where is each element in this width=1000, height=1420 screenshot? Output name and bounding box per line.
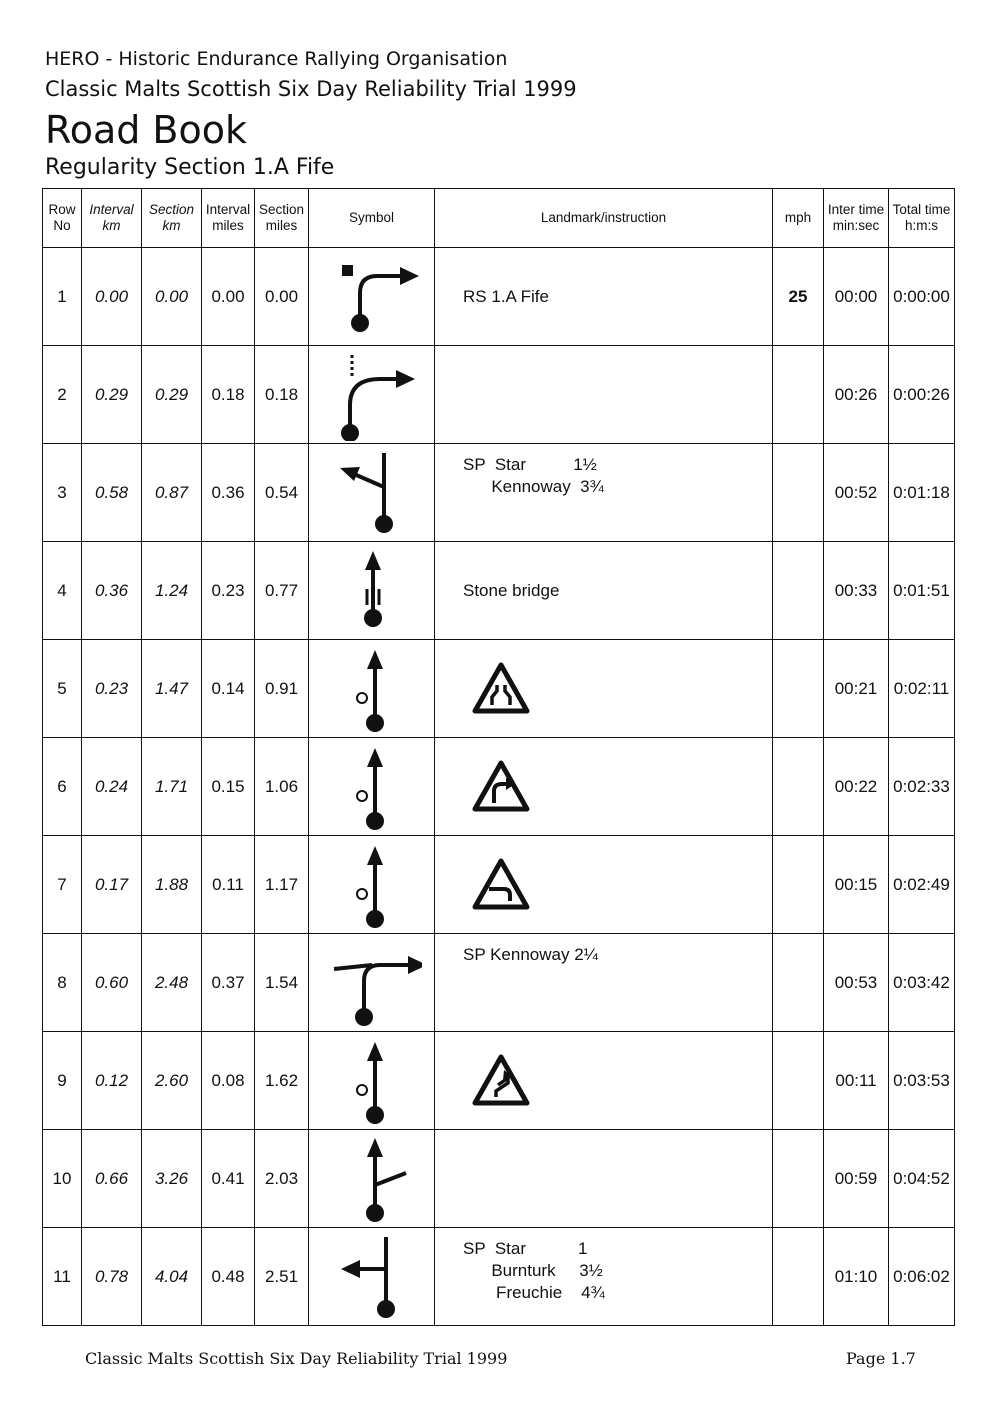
interval-miles-cell: 0.15 [202,738,255,836]
header-unit: h:m:s [904,218,938,233]
header-label: Symbol [348,210,394,225]
section-title: Regularity Section 1.A Fife [45,155,335,180]
header-label: mph [784,210,812,225]
section-miles-cell: 2.03 [255,1130,309,1228]
header-label: Section [148,202,195,217]
landmark-cell [435,836,773,934]
symbol-cell [309,1032,435,1130]
interval-miles-cell: 0.14 [202,640,255,738]
table-row [43,542,955,640]
inter-time-cell: 00:26 [824,346,889,444]
symbol-cell [309,444,435,542]
table-row [43,640,955,738]
header-unit: km [102,218,121,233]
mph-cell [773,542,824,640]
page-title: Road Book [45,108,248,152]
section-km-cell: 0.29 [142,346,202,444]
header-unit: km [162,218,181,233]
mph-cell [773,1130,824,1228]
section-km-cell: 2.60 [142,1032,202,1130]
landmark-text: SP Kennoway 2¼ [463,945,598,964]
header-unit: No [53,218,71,233]
header-label: Section [258,202,305,217]
header-section-miles [255,189,309,248]
symbol-cell [309,1228,435,1326]
header-interval-miles [202,189,255,248]
symbol-cell [309,934,435,1032]
table-row [43,248,955,346]
interval-miles-cell: 0.37 [202,934,255,1032]
straight-marker-icon [322,643,422,735]
total-time-cell: 0:02:49 [889,836,955,934]
table-row [43,1130,955,1228]
total-time-cell: 0:04:52 [889,1130,955,1228]
table-row [43,836,955,934]
total-time-cell: 0:01:51 [889,542,955,640]
row-number-cell: 4 [43,542,82,640]
total-time-cell: 0:02:33 [889,738,955,836]
interval-km-cell: 0.58 [82,444,142,542]
symbol-cell [309,346,435,444]
section-miles-cell: 1.54 [255,934,309,1032]
start-turn-right-icon [322,251,422,343]
section-km-cell: 4.04 [142,1228,202,1326]
straight-marker-icon [322,839,422,931]
mph-cell [773,444,824,542]
row-number-cell: 1 [43,248,82,346]
interval-miles-cell: 0.11 [202,836,255,934]
total-time-cell: 0:01:18 [889,444,955,542]
mph-cell [773,1228,824,1326]
section-miles-cell: 2.51 [255,1228,309,1326]
header-label: Landmark/instruction [540,210,667,225]
mph-cell [773,640,824,738]
landmark-text: SP Star 1½ Kennoway 3¾ [463,455,604,496]
total-time-cell: 0:06:02 [889,1228,955,1326]
interval-km-cell: 0.78 [82,1228,142,1326]
header-label: Inter time [827,202,885,217]
table-row [43,444,955,542]
header-symbol [309,189,435,248]
section-km-cell: 0.00 [142,248,202,346]
inter-time-cell: 00:33 [824,542,889,640]
inter-time-cell: 00:59 [824,1130,889,1228]
straight-marker-icon [322,741,422,833]
section-km-cell: 3.26 [142,1130,202,1228]
landmark-cell [435,346,773,444]
section-km-cell: 1.47 [142,640,202,738]
section-miles-cell: 0.91 [255,640,309,738]
row-number-cell: 6 [43,738,82,836]
inter-time-cell: 00:22 [824,738,889,836]
row-number-cell: 2 [43,346,82,444]
section-km-cell: 2.48 [142,934,202,1032]
interval-miles-cell: 0.08 [202,1032,255,1130]
interval-km-cell: 0.60 [82,934,142,1032]
landmark-cell [435,1130,773,1228]
section-miles-cell: 1.06 [255,738,309,836]
row-number-cell: 9 [43,1032,82,1130]
interval-km-cell: 0.23 [82,640,142,738]
fork-left-icon [322,447,422,539]
inter-time-cell: 00:00 [824,248,889,346]
interval-miles-cell: 0.36 [202,444,255,542]
interval-km-cell: 0.29 [82,346,142,444]
symbol-cell [309,640,435,738]
interval-miles-cell: 0.00 [202,248,255,346]
section-miles-cell: 1.62 [255,1032,309,1130]
row-number-cell: 8 [43,934,82,1032]
mph-cell: 25 [773,248,824,346]
header-total-time [889,189,955,248]
total-time-cell: 0:03:53 [889,1032,955,1130]
section-miles-cell: 0.00 [255,248,309,346]
interval-km-cell: 0.36 [82,542,142,640]
section-miles-cell: 0.77 [255,542,309,640]
section-miles-cell: 1.17 [255,836,309,934]
section-km-cell: 1.88 [142,836,202,934]
header-section-km [142,189,202,248]
inter-time-cell: 00:21 [824,640,889,738]
total-time-cell: 0:03:42 [889,934,955,1032]
road-book-table [42,188,955,1326]
row-number-cell: 10 [43,1130,82,1228]
landmark-cell [435,1228,773,1326]
table-header-row [43,189,955,248]
landmark-cell [435,542,773,640]
interval-miles-cell: 0.23 [202,542,255,640]
interval-miles-cell: 0.48 [202,1228,255,1326]
total-time-cell: 0:00:00 [889,248,955,346]
interval-km-cell: 0.66 [82,1130,142,1228]
landmark-text: RS 1.A Fife [463,286,549,306]
footer-event: Classic Malts Scottish Six Day Reliability Trial 1999 [85,1349,508,1368]
table-row [43,1032,955,1130]
header-unit: miles [212,218,244,233]
header-mph [773,189,824,248]
landmark-text: Stone bridge [463,580,560,600]
organisation-name: HERO - Historic Endurance Rallying Organisation [45,48,508,70]
section-miles-cell: 0.54 [255,444,309,542]
double-bend-sign-icon [471,1053,531,1109]
interval-km-cell: 0.24 [82,738,142,836]
section-miles-cell: 0.18 [255,346,309,444]
landmark-cell [435,738,773,836]
inter-time-cell: 00:52 [824,444,889,542]
symbol-cell [309,542,435,640]
road-narrows-sign-icon [471,661,531,717]
landmark-cell [435,934,773,1032]
symbol-cell [309,738,435,836]
inter-time-cell: 00:11 [824,1032,889,1130]
inter-time-cell: 00:53 [824,934,889,1032]
section-km-cell: 1.71 [142,738,202,836]
row-number-cell: 11 [43,1228,82,1326]
symbol-cell [309,1130,435,1228]
page-number: Page 1.7 [846,1349,916,1368]
mph-cell [773,836,824,934]
mph-cell [773,738,824,836]
header-label: Interval [89,202,134,217]
t-junction-right-icon [322,937,422,1029]
mph-cell [773,1032,824,1130]
symbol-cell [309,248,435,346]
header-landmark [435,189,773,248]
interval-km-cell: 0.00 [82,248,142,346]
header-unit: miles [265,218,298,233]
header-row-no [43,189,82,248]
inter-time-cell: 01:10 [824,1228,889,1326]
straight-branch-right-icon [322,1133,422,1225]
header-label: Interval [205,202,251,217]
symbol-cell [309,836,435,934]
straight-bridge-icon [322,545,422,637]
bend-right-sign-icon [471,759,531,815]
inter-time-cell: 00:15 [824,836,889,934]
landmark-cell [435,444,773,542]
turn-right-dotted-icon [322,349,422,441]
interval-km-cell: 0.12 [82,1032,142,1130]
straight-marker-icon [322,1035,422,1127]
table-row [43,934,955,1032]
interval-km-cell: 0.17 [82,836,142,934]
section-km-cell: 0.87 [142,444,202,542]
header-inter-time [824,189,889,248]
header-unit: min:sec [832,218,880,233]
mph-cell [773,346,824,444]
landmark-text: SP Star 1 Burnturk 3½ Freuchie 4¾ [463,1239,605,1302]
event-name: Classic Malts Scottish Six Day Reliability Trial 1999 [45,77,577,101]
interval-miles-cell: 0.18 [202,346,255,444]
table-row [43,1228,955,1326]
landmark-cell [435,1032,773,1130]
total-time-cell: 0:00:26 [889,346,955,444]
landmark-cell [435,248,773,346]
row-number-cell: 7 [43,836,82,934]
mph-cell [773,934,824,1032]
section-km-cell: 1.24 [142,542,202,640]
row-number-cell: 3 [43,444,82,542]
t-junction-left-icon [322,1231,422,1323]
interval-miles-cell: 0.41 [202,1130,255,1228]
header-label: Total time [892,202,951,217]
header-label: Row [48,202,76,217]
table-row [43,346,955,444]
total-time-cell: 0:02:11 [889,640,955,738]
table-row [43,738,955,836]
row-number-cell: 5 [43,640,82,738]
bend-left-sign-icon [471,857,531,913]
header-interval-km [82,189,142,248]
landmark-cell [435,640,773,738]
